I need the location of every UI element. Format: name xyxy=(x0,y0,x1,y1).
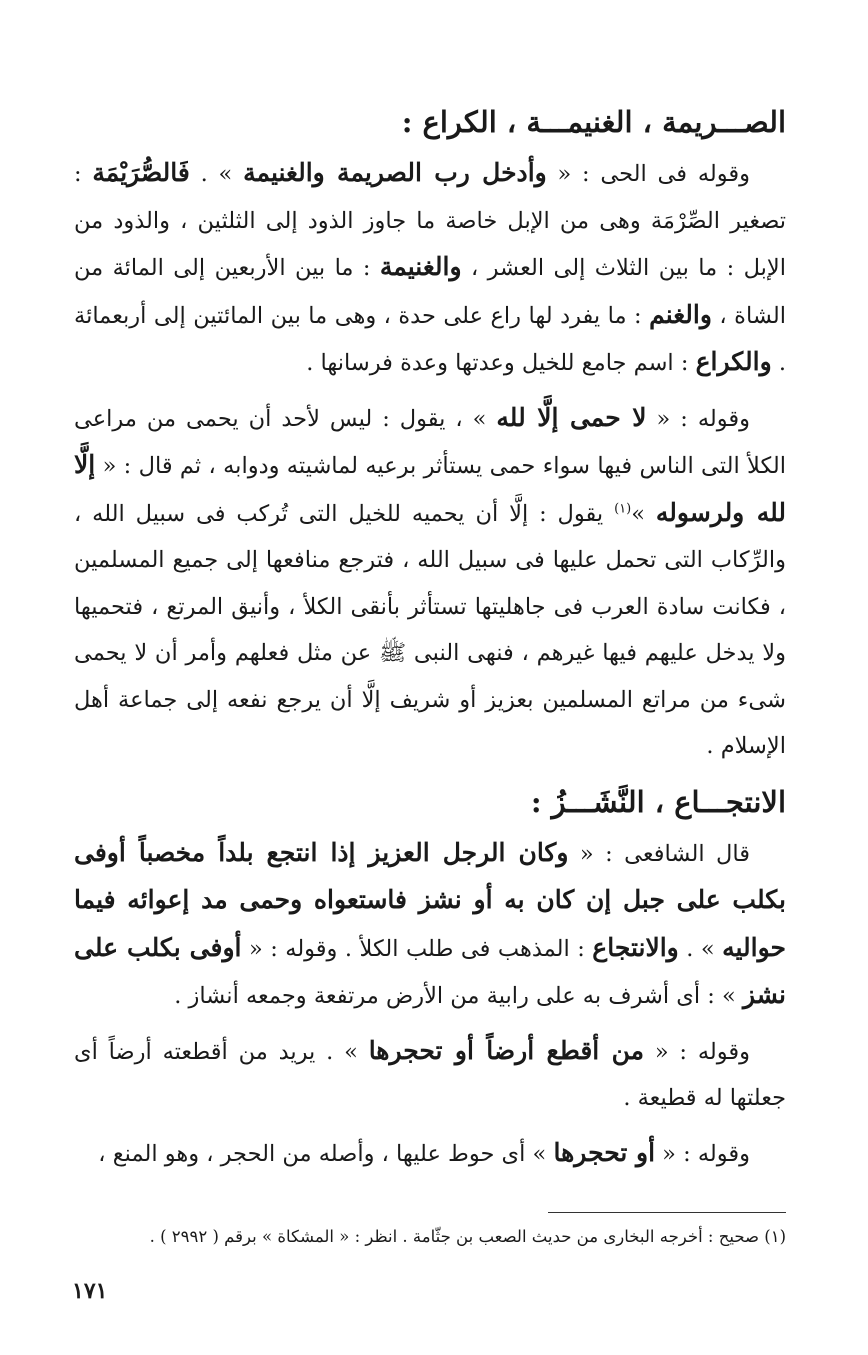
page-body xyxy=(74,100,786,1185)
paragraph-sarima-definitions: وقوله فى الحى : « وأدخل رب الصريمة والغنيمة » . فَالصُّرَيْمَة : تصغير الصِّرْمَة وهى من الإبل خاصة ما جاوز الذود إلى الثلثين ، والذود من الإبل : ما بين الثلاث إلى العشر ، والغنيمة : ما بين الأربعين إلى المائة من الشاة ، والغنم : ما يفرد لها راع على حدة ، وهى ما بين المائتين إلى أربعمائة . والكراع : اسم جامع للخيل وعدتها وعدة فرسانها . xyxy=(74,158,786,376)
footnote-reference: (١) xyxy=(614,501,632,516)
section-heading-intijaa: الانتجـــاع ، النَّشَـــزُ : xyxy=(530,784,786,819)
paragraph-tahajjur: وقوله : « أو تحجرها » أى حوط عليها ، وأصله من الحجر ، وهو المنع ، xyxy=(98,1137,750,1167)
page-number: ١٧١ xyxy=(72,1278,108,1304)
paragraph-hima: وقوله : « لا حمى إلَّا لله » ، يقول : ليس لأحد أن يحمى من مراعى الكلأ التى الناس فيها سواء حمى يستأثر برعيه لماشيته ودوابه ، ثم قال : « إلَّا لله ولرسوله »$^{(١)}$ يقول : إلَّا أن يحميه للخيل التى تُركب فى سبيل الله ، والرِّكاب التى تحمل عليها فى سبيل الله ، فترجع منافعها إلى جميع المسلمين ، فكانت سادة العرب فى جاهليتها تستأثر بأنقى الكلأ ، وأنيق المرتع ، فتحميها ولا يدخل عليهم فيها غيرهم ، فنهى النبى ﷺ عن مثل فعلهم وأمر أن لا يحمى شىء من مراتع المسلمين بعزيز أو شريف إلَّا أن يرجع نفعه إلى جماعة أهل الإسلام . xyxy=(74,402,786,759)
paragraph-shafii-quote: قال الشافعى : « وكان الرجل العزيز إذا انتجع بلداً مخصباً أوفى بكلب على جبل إن كان به أو نشز فاستعواه وحمى مد إعوائه فيما حواليه » . والانتجاع : المذهب فى طلب الكلأ . وقوله : « أوفى بكلب على نشز » : أى أشرف به على رابية من الأرض مرتفعة وجمعه أنشاز . xyxy=(74,837,786,1009)
paragraph-iqta: وقوله : « من أقطع أرضاً أو تحجرها » . يريد من أقطعته أرضاً أى جعلتها له قطيعة . xyxy=(74,1035,786,1111)
footnote-divider xyxy=(548,1212,786,1213)
section-heading-sarima: الصـــريمة ، الغنيمـــة ، الكراع : xyxy=(401,105,786,139)
footnote: (١) صحيح : أخرجه البخارى من حديث الصعب بن جثّامة . انظر : « المشكاة » برقم ( ٢٩٩٢ ) . xyxy=(149,1227,786,1246)
